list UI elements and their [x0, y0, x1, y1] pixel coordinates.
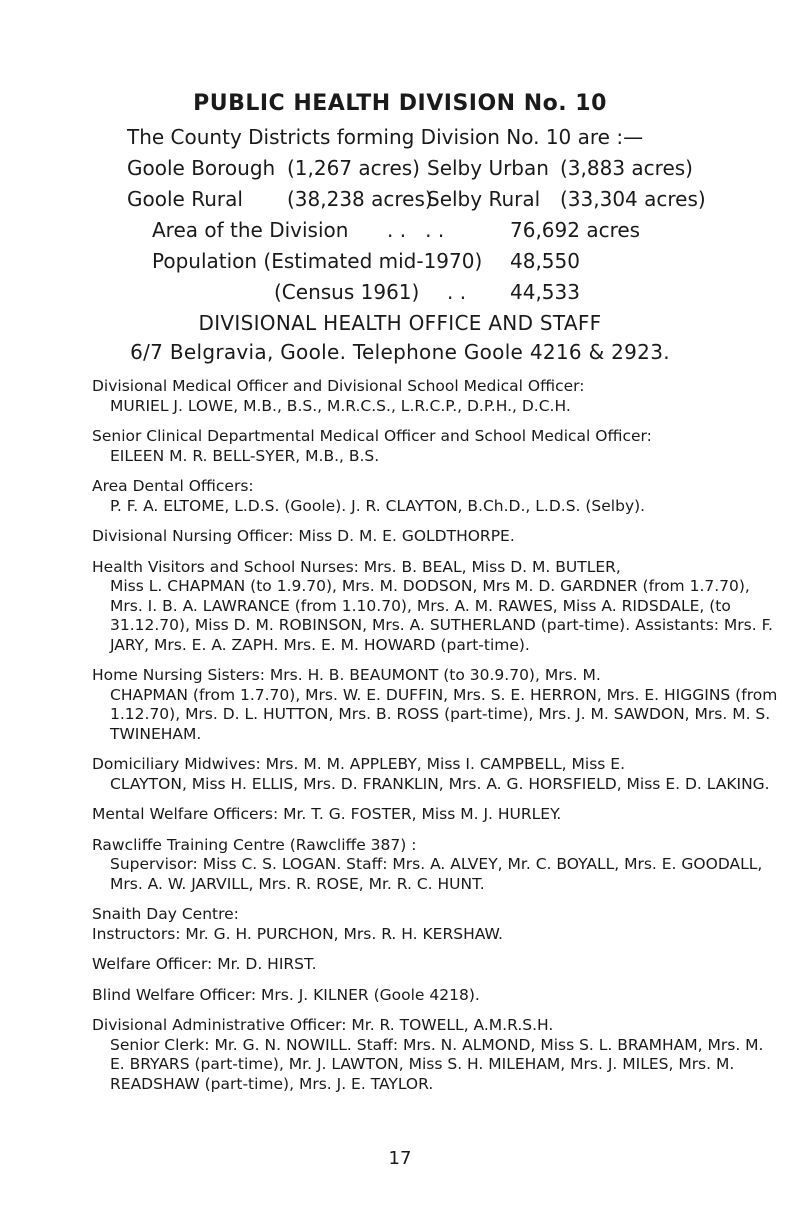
section-heading: Domiciliary Midwives: Mrs. M. M. APPLEBY, Miss I. CAMPBELL, Miss E.: [92, 755, 625, 773]
staff-section: [92, 755, 782, 794]
staff-list: [92, 377, 782, 1105]
staff-section: [92, 905, 782, 944]
staff-section: [92, 1016, 782, 1094]
section-body: P. F. A. ELTOME, L.D.S. (Goole). J. R. CLAYTON, B.Ch.D., L.D.S. (Selby).: [110, 496, 646, 515]
office-heading: DIVISIONAL HEALTH OFFICE AND STAFF: [198, 311, 602, 335]
district-acres: (38,238 acres): [287, 187, 433, 211]
leader-dots: . . . .: [387, 218, 445, 242]
section-heading: Area Dental Officers:: [92, 477, 254, 495]
office-address: 6/7 Belgravia, Goole. Telephone Goole 4216 & 2923.: [130, 340, 670, 364]
intro-heading: The County Districts forming Division No. 10 are :—: [127, 125, 644, 149]
section-body: Senior Clerk: Mr. G. N. NOWILL. Staff: Mrs. N. ALMOND, Miss S. L. BRAMHAM, Mrs. M. E. BRYARS (part-time), Mr. J. LAWTON, Miss S. H. MILEHAM, Mrs. J. MILES, Mrs. M. READSHAW (part-time), Mrs. J. E. TAYLOR.: [110, 1035, 764, 1093]
staff-section: [92, 427, 782, 466]
staff-section: [92, 666, 782, 744]
section-body: CLAYTON, Miss H. ELLIS, Mrs. D. FRANKLIN, Mrs. A. G. HORSFIELD, Miss E. D. LAKING.: [110, 774, 770, 793]
section-body: Instructors: Mr. G. H. PURCHON, Mrs. R. H. KERSHAW.: [92, 924, 503, 943]
section-body: MURIEL J. LOWE, M.B., B.S., M.R.C.S., L.R.C.P., D.P.H., D.C.H.: [110, 396, 571, 415]
leader-dots: . .: [447, 280, 467, 304]
section-heading: Blind Welfare Officer: Mrs. J. KILNER (Goole 4218).: [92, 985, 480, 1004]
section-heading: Welfare Officer: Mr. D. HIRST.: [92, 955, 317, 973]
area-label: Area of the Division: [152, 218, 349, 242]
staff-section: [92, 955, 782, 975]
population-value: 48,550: [510, 249, 580, 273]
district-name: Selby Urban: [427, 156, 549, 180]
staff-section: [92, 986, 782, 1006]
section-heading: Divisional Medical Officer and Divisional School Medical Officer:: [92, 377, 585, 395]
staff-section: [92, 527, 782, 547]
page-title: PUBLIC HEALTH DIVISION No. 10: [193, 91, 607, 116]
staff-section: [92, 558, 782, 656]
district-acres: (1,267 acres): [287, 156, 420, 180]
population-label: Population (Estimated mid-1970): [152, 249, 483, 273]
section-heading: Mental Welfare Officers: Mr. T. G. FOSTER, Miss M. J. HURLEY.: [92, 805, 562, 823]
district-acres: (33,304 acres): [560, 187, 706, 211]
section-body: CHAPMAN (from 1.7.70), Mrs. W. E. DUFFIN, Mrs. S. E. HERRON, Mrs. E. HIGGINS (from 1.12.70), Mrs. D. L. HUTTON, Mrs. B. ROSS (part-time), Mrs. J. M. SAWDON, Mrs. M. S. TWINEHAM.: [110, 685, 778, 743]
census-label: (Census 1961): [274, 280, 420, 304]
section-heading: Health Visitors and School Nurses: Mrs. B. BEAL, Miss D. M. BUTLER,: [92, 557, 621, 576]
area-value: 76,692 acres: [510, 218, 641, 242]
section-heading: Senior Clinical Departmental Medical Officer and School Medical Officer:: [92, 427, 652, 445]
district-name: Goole Rural: [127, 187, 243, 211]
section-heading: Divisional Nursing Officer: Miss D. M. E. GOLDTHORPE.: [92, 527, 515, 545]
section-heading: Home Nursing Sisters: Mrs. H. B. BEAUMONT (to 30.9.70), Mrs. M.: [92, 666, 601, 684]
staff-section: [92, 805, 782, 825]
page-number: 17: [388, 1148, 412, 1169]
staff-section: [92, 836, 782, 895]
district-name: Goole Borough: [127, 156, 276, 180]
section-heading: Divisional Administrative Officer: Mr. R. TOWELL, A.M.R.S.H.: [92, 1016, 554, 1034]
section-body: EILEEN M. R. BELL-SYER, M.B., B.S.: [110, 446, 380, 465]
section-heading: Rawcliffe Training Centre (Rawcliffe 387) :: [92, 835, 417, 854]
staff-section: [92, 377, 782, 416]
district-name: Selby Rural: [427, 187, 541, 211]
census-value: 44,533: [510, 280, 580, 304]
section-body: Supervisor: Miss C. S. LOGAN. Staff: Mrs. A. ALVEY, Mr. C. BOYALL, Mrs. E. GOODALL, Mrs. A. W. JARVILL, Mrs. R. ROSE, Mr. R. C. HUNT.: [110, 855, 763, 893]
section-body: Miss L. CHAPMAN (to 1.9.70), Mrs. M. DODSON, Mrs M. D. GARDNER (from 1.7.70), Mrs. I. B. A. LAWRANCE (from 1.10.70), Mrs. A. M. RAWES, Miss A. RIDSDALE, (to 31.12.70), Miss D. M. ROBINSON, Mrs. A. SUTHERLAND (part-time). Assistants: Mrs. F. JARY, Mrs. E. A. ZAPH. Mrs. E. M. HOWARD (part-time).: [110, 577, 773, 654]
district-acres: (3,883 acres): [560, 156, 693, 180]
section-heading: Snaith Day Centre:: [92, 905, 239, 923]
staff-section: [92, 477, 782, 516]
